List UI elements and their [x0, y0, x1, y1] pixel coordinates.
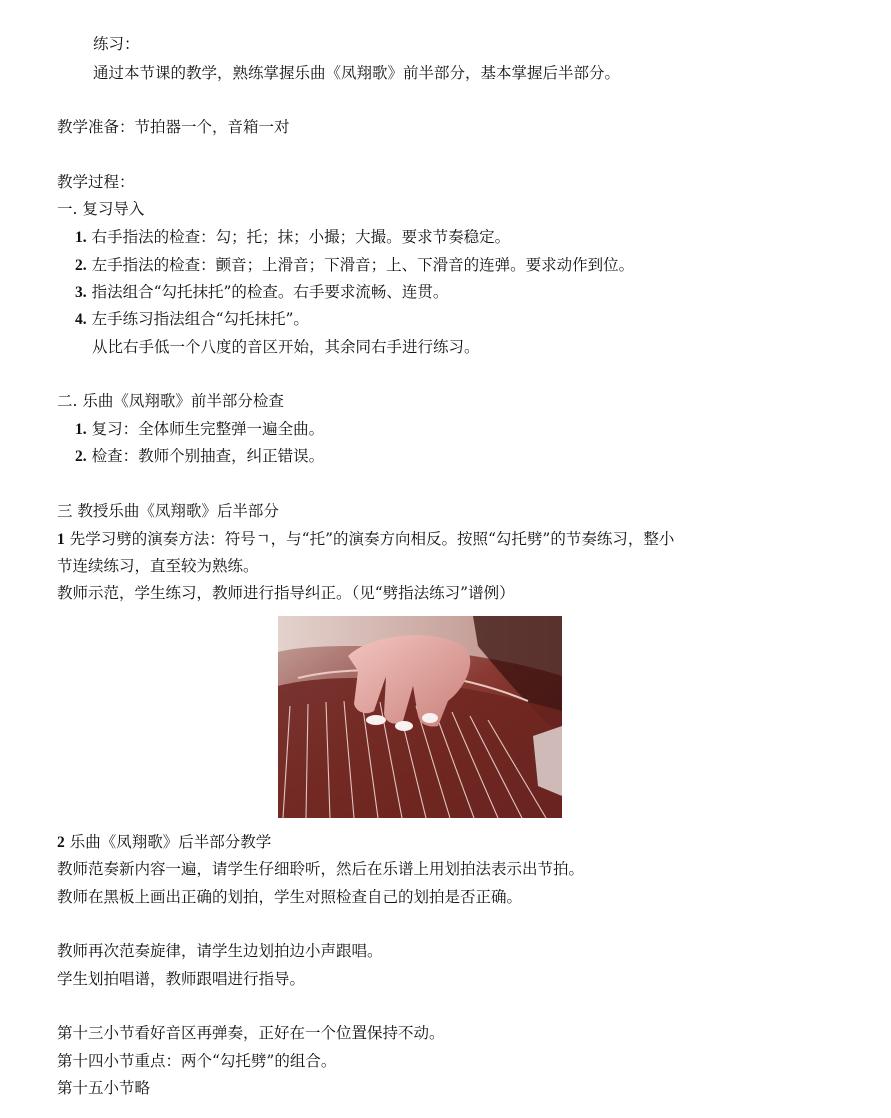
paragraph-line: 学生划拍唱谱，教师跟唱进行指导。	[57, 970, 306, 988]
paragraph-line: 第十五小节略	[57, 1079, 151, 1097]
list-item: 4. 左手练习指法组合“勾托抹托”。	[75, 310, 309, 328]
section3-title: 三 教授乐曲《凤翔歌》后半部分	[57, 502, 279, 520]
list-item: 1. 右手指法的检查：勾；托；抹；小撮；大撮。要求节奏稳定。	[75, 228, 511, 246]
list-item: 1. 复习：全体师生完整弹一遍全曲。	[75, 420, 325, 438]
list-item: 3. 指法组合“勾托抹托”的检查。右手要求流畅、连贯。	[75, 283, 449, 301]
section1-title: 一. 复习导入	[57, 200, 145, 218]
list-item: 2. 检查：教师个别抽查，纠正错误。	[75, 447, 325, 465]
paragraph-line: 教师在黑板上画出正确的划拍，学生对照检查自己的划拍是否正确。	[57, 888, 523, 906]
teaching-prep: 教学准备：节拍器一个，音箱一对	[57, 118, 290, 136]
section3-paragraph1-cont: 节连续练习，直至较为熟练。	[57, 557, 259, 575]
list-item: 2. 左手指法的检查：颤音；上滑音；下滑音；上、下滑音的连弹。要求动作到位。	[75, 256, 635, 274]
paragraph-line: 教师再次范奏旋律，请学生边划拍边小声跟唱。	[57, 942, 383, 960]
intro-text: 通过本节课的教学，熟练掌握乐曲《凤翔歌》前半部分，基本掌握后半部分。	[93, 64, 621, 82]
process-title: 教学过程：	[57, 173, 135, 191]
section3-paragraph1-demo: 教师示范，学生练习，教师进行指导纠正。（见“劈指法练习”谱例）	[57, 584, 515, 602]
paragraph-line: 第十三小节看好音区再弹奏，正好在一个位置保持不动。	[57, 1024, 445, 1042]
section3-paragraph2-title: 2 乐曲《凤翔歌》后半部分教学	[57, 833, 272, 851]
guzheng-hand-photo	[278, 616, 562, 818]
intro-label: 练习：	[93, 35, 140, 53]
paragraph-line: 第十四小节重点：两个“勾托劈”的组合。	[57, 1052, 337, 1070]
section2-title: 二. 乐曲《凤翔歌》前半部分检查	[57, 392, 284, 410]
section1-note: 从比右手低一个八度的音区开始，其余同右手进行练习。	[92, 338, 480, 356]
section3-paragraph1: 1 先学习劈的演奏方法：符号ㄱ，与“托”的演奏方向相反。按照“勾托劈”的节奏练习，整小	[57, 530, 675, 548]
paragraph-line: 教师范奏新内容一遍，请学生仔细聆听，然后在乐谱上用划拍法表示出节拍。	[57, 860, 585, 878]
